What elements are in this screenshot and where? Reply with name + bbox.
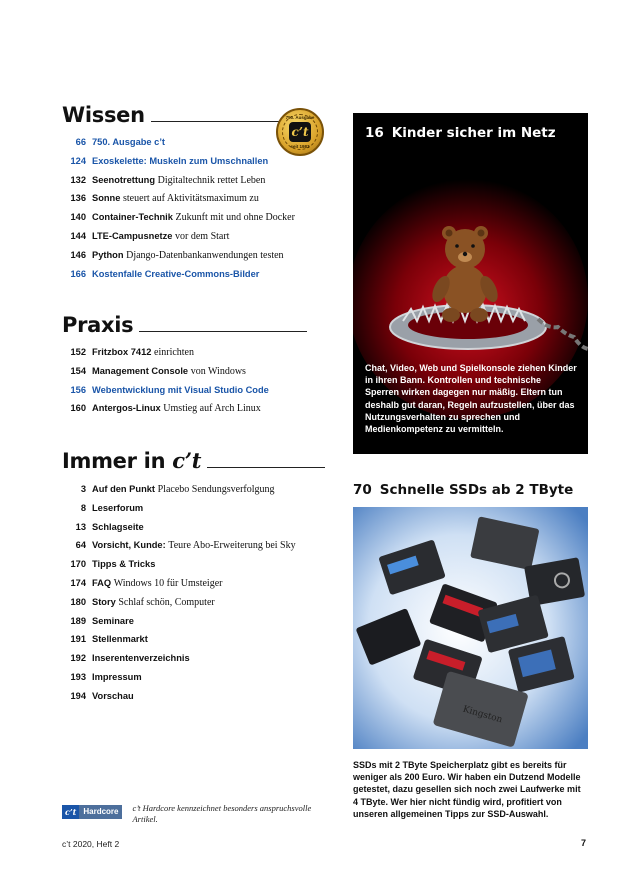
toc-description: steuert auf Aktivitätsmaximum zu: [123, 193, 259, 205]
feature-heading: [365, 125, 556, 141]
toc-entry[interactable]: [62, 480, 296, 499]
toc-page-number: 160: [70, 403, 86, 414]
hardcore-note: c’t Hardcore kennzeichnet besonders anspruchsvolle Artikel.: [132, 803, 312, 824]
toc-list-immer: [62, 480, 296, 706]
hardcore-legend: [62, 803, 312, 824]
toc-page-number: 66: [75, 137, 86, 147]
section-heading-immer: [62, 450, 325, 472]
toc-title: Python: [92, 249, 124, 260]
toc-entry[interactable]: [62, 246, 295, 265]
feature-title: Kinder sicher im Netz: [391, 125, 556, 141]
toc-title: Seenotrettung: [92, 174, 156, 185]
toc-title: Seminare: [92, 615, 134, 626]
toc-entry[interactable]: [62, 227, 295, 246]
feature-panel-kinder[interactable]: [353, 113, 588, 454]
toc-entry[interactable]: [62, 536, 296, 555]
section-title-text: Immer in: [62, 449, 166, 473]
heading-rule: [207, 467, 325, 468]
feature-page-number: 70: [353, 482, 372, 498]
toc-entry[interactable]: [62, 189, 295, 208]
feature-page-number: 16: [365, 125, 384, 141]
toc-entry[interactable]: [62, 499, 296, 518]
issue-info: c’t 2020, Heft 2: [62, 839, 120, 849]
toc-entry[interactable]: [62, 171, 295, 190]
toc-page-number: 8: [80, 502, 86, 513]
toc-title: Exoskelette: Muskeln zum Umschnallen: [92, 155, 269, 166]
toc-title: FAQ: [92, 577, 112, 588]
toc-title: Leserforum: [92, 502, 144, 513]
feature-teaser: Chat, Video, Web und Spielkonsole ziehen Kinder in ihren Bann. Kontrollen und technische Sperren wirken dagegen nur mäßig. Eltern tun deshalb gut daran, Regeln aufzustellen, über das Nutzungsverhalten zu sprechen und Medienkompetenz zu vermitteln.: [365, 363, 577, 435]
toc-entry[interactable]: [62, 593, 296, 612]
heading-rule: [151, 121, 279, 122]
toc-title: Fritzbox 7412: [92, 347, 152, 357]
ssd-illustration: [353, 507, 588, 749]
badge-top-text: 750. Ausgabe: [285, 115, 315, 120]
toc-entry[interactable]: [62, 362, 269, 381]
toc-entry[interactable]: [62, 399, 269, 418]
toc-description: Django-Datenbankanwendungen testen: [126, 249, 284, 261]
toc-description: Placebo Sendungsverfolgung: [157, 484, 275, 495]
toc-entry[interactable]: [62, 518, 296, 537]
toc-page-number: 3: [80, 484, 86, 494]
toc-page-number: 124: [70, 155, 86, 166]
toc-description: einrichten: [154, 347, 194, 358]
toc-page-number: 146: [70, 249, 86, 260]
page-number: 7: [581, 838, 587, 848]
toc-entry[interactable]: [62, 208, 295, 227]
toc-page-number: 132: [70, 174, 86, 185]
toc-title: Tipps & Tricks: [92, 559, 156, 570]
toc-title: Stellenmarkt: [92, 634, 148, 645]
toc-page-number: 166: [70, 268, 86, 279]
toc-page-number: 189: [70, 615, 86, 626]
toc-entry[interactable]: [62, 152, 295, 171]
toc-description: Zukunft mit und ohne Docker: [175, 212, 295, 224]
toc-page-number: 180: [70, 596, 86, 607]
toc-title: Container-Technik: [92, 212, 173, 223]
toc-page-number: 13: [75, 521, 86, 532]
toc-title: Webentwicklung mit Visual Studio Code: [92, 384, 269, 395]
hardcore-badge: [62, 805, 122, 819]
toc-title: Antergos-Linux: [92, 403, 161, 414]
toc-title: LTE-Campusnetze: [92, 230, 173, 241]
section-title: Wissen: [62, 103, 145, 127]
toc-description: Teure Abo-Erweiterung bei Sky: [168, 540, 296, 552]
toc-page-number: 193: [70, 671, 86, 682]
toc-entry[interactable]: [62, 265, 295, 284]
toc-title: Vorschau: [92, 690, 134, 701]
toc-description: Windows 10 für Umsteiger: [113, 577, 223, 589]
toc-page-number: 136: [70, 193, 86, 204]
toc-description: von Windows: [190, 365, 246, 377]
toc-page-number: 170: [70, 559, 86, 570]
toc-title: Inserentenverzeichnis: [92, 653, 190, 664]
toc-entry[interactable]: [62, 649, 296, 668]
toc-entry[interactable]: [62, 630, 296, 649]
section-title: Praxis: [62, 313, 134, 337]
toc-entry[interactable]: [62, 343, 269, 362]
toc-page-number: 194: [70, 690, 86, 701]
toc-entry[interactable]: [62, 668, 296, 687]
toc-description: Digitaltechnik rettet Leben: [157, 174, 266, 186]
toc-title: Auf den Punkt: [92, 484, 156, 494]
toc-title: Vorsicht, Kunde:: [92, 540, 166, 551]
toc-entry[interactable]: [62, 574, 296, 593]
section-heading-wissen: [62, 104, 279, 126]
toc-title: 750. Ausgabe c’t: [92, 137, 166, 147]
section-heading-praxis: [62, 314, 307, 336]
toc-entry[interactable]: [62, 687, 296, 706]
toc-title: Kostenfalle Creative-Commons-Bilder: [92, 268, 260, 279]
toc-description: Umstieg auf Arch Linux: [163, 403, 261, 415]
section-title: [62, 450, 201, 472]
toc-page-number: 140: [70, 212, 86, 223]
toc-page-number: 144: [70, 230, 86, 241]
toc-page-number: 156: [70, 384, 86, 395]
toc-list-wissen: [62, 133, 295, 283]
toc-title: Schlagseite: [92, 521, 144, 532]
toc-page-number: 154: [70, 365, 86, 376]
toc-title: Impressum: [92, 671, 142, 682]
toc-page-number: 191: [70, 634, 86, 645]
toc-description: vor dem Start: [175, 230, 230, 242]
ct-logo: c’t: [172, 448, 202, 473]
toc-title: Story: [92, 596, 116, 607]
toc-page-number: 192: [70, 653, 86, 664]
ct-logo: c’t: [289, 122, 311, 142]
toc-title: Management Console: [92, 365, 189, 376]
toc-entry[interactable]: [62, 612, 296, 631]
toc-entry[interactable]: [62, 381, 269, 400]
toc-entry[interactable]: [62, 133, 295, 152]
badge-bottom-text: seit 1983: [290, 144, 310, 149]
hardcore-label: Hardcore: [79, 805, 122, 819]
feature-teaser: SSDs mit 2 TByte Speicherplatz gibt es bereits für weniger als 200 Euro. Wir haben ein Dutzend Modelle getestet, dazu gesellen sich noch zwei Laufwerke mit 4 TByte. Wer hier nicht fündig wird, profitiert von unseren allgemeinen Tipps zur SSD-Auswahl.: [353, 760, 581, 819]
toc-page-number: 174: [70, 577, 86, 588]
feature-title: Schnelle SSDs ab 2 TByte: [379, 482, 574, 498]
feature-heading: [353, 482, 573, 498]
toc-page-number: 152: [70, 347, 86, 357]
toc-page-number: 64: [75, 540, 86, 551]
svg-text:Kingston: Kingston: [461, 704, 504, 726]
heading-rule: [139, 331, 307, 332]
toc-list-praxis: [62, 343, 269, 418]
ct-logo: c’t: [62, 805, 79, 819]
toc-description: Schlaf schön, Computer: [118, 596, 215, 608]
toc-title: Sonne: [92, 193, 121, 204]
toc-entry[interactable]: [62, 555, 296, 574]
